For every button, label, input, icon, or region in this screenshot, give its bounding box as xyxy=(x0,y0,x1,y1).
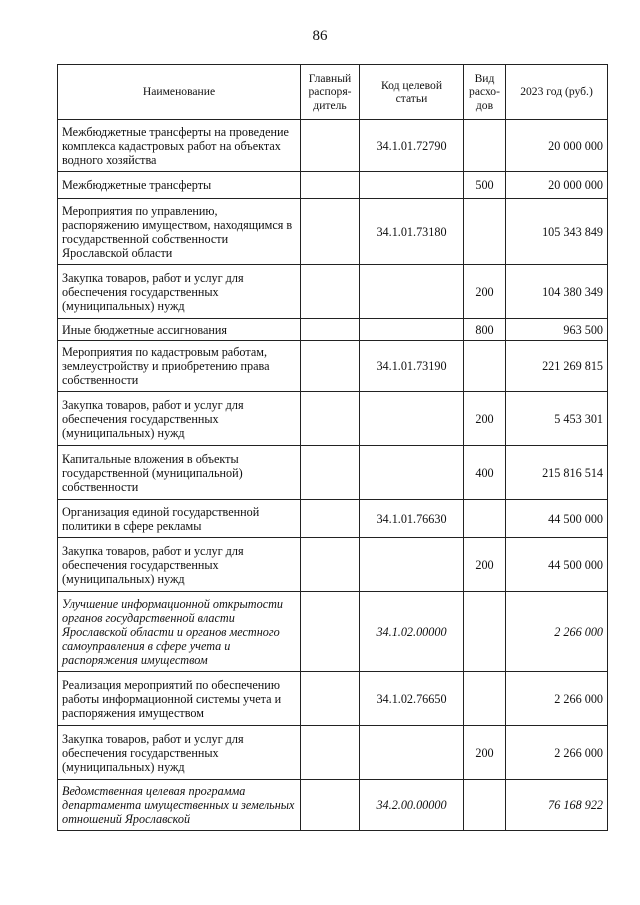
row-admin xyxy=(301,446,360,500)
header-type: Вид расхо-дов xyxy=(464,65,506,120)
row-name: Улучшение информационной открытости органов государственной власти Ярославской области и органов местного самоуправления в сфере учета и распоряжения имуществом xyxy=(58,592,301,672)
row-type: 200 xyxy=(464,392,506,446)
row-type xyxy=(464,500,506,538)
row-code xyxy=(360,538,464,592)
row-amount: 2 266 000 xyxy=(506,726,608,780)
row-code xyxy=(360,446,464,500)
row-code xyxy=(360,265,464,319)
row-amount: 963 500 xyxy=(506,319,608,341)
row-name: Капитальные вложения в объекты государственной (муниципальной) собственности xyxy=(58,446,301,500)
table-row xyxy=(58,319,608,341)
row-code: 34.1.02.00000 xyxy=(360,592,464,672)
row-admin xyxy=(301,341,360,392)
header-amount: 2023 год (руб.) xyxy=(506,65,608,120)
row-code: 34.1.01.72790 xyxy=(360,120,464,172)
row-admin xyxy=(301,592,360,672)
row-type xyxy=(464,780,506,831)
row-amount: 2 266 000 xyxy=(506,592,608,672)
row-code xyxy=(360,392,464,446)
table-row xyxy=(58,500,608,538)
row-admin xyxy=(301,319,360,341)
row-code: 34.1.01.73180 xyxy=(360,199,464,265)
row-name: Закупка товаров, работ и услуг для обеспечения государственных (муниципальных) нужд xyxy=(58,538,301,592)
row-name: Ведомственная целевая программа департамента имущественных и земельных отношений Ярославской xyxy=(58,780,301,831)
row-name: Закупка товаров, работ и услуг для обеспечения государственных (муниципальных) нужд xyxy=(58,392,301,446)
table-row xyxy=(58,341,608,392)
row-code: 34.1.02.76650 xyxy=(360,672,464,726)
row-admin xyxy=(301,392,360,446)
table-row xyxy=(58,446,608,500)
row-amount: 104 380 349 xyxy=(506,265,608,319)
row-type: 400 xyxy=(464,446,506,500)
row-code xyxy=(360,319,464,341)
table-row xyxy=(58,780,608,831)
row-amount: 2 266 000 xyxy=(506,672,608,726)
table-row xyxy=(58,172,608,199)
table-row xyxy=(58,120,608,172)
header-code: Код целевой статьи xyxy=(360,65,464,120)
row-amount: 44 500 000 xyxy=(506,500,608,538)
row-code xyxy=(360,726,464,780)
table-row xyxy=(58,392,608,446)
row-code xyxy=(360,172,464,199)
row-type xyxy=(464,592,506,672)
header-name: Наименование xyxy=(58,65,301,120)
row-amount: 20 000 000 xyxy=(506,172,608,199)
row-name: Мероприятия по кадастровым работам, землеустройству и приобретению права собственности xyxy=(58,341,301,392)
row-name: Закупка товаров, работ и услуг для обеспечения государственных (муниципальных) нужд xyxy=(58,726,301,780)
row-code: 34.1.01.76630 xyxy=(360,500,464,538)
header-admin: Главный распоря-дитель xyxy=(301,65,360,120)
row-admin xyxy=(301,538,360,592)
row-admin xyxy=(301,265,360,319)
table-row xyxy=(58,199,608,265)
table-row xyxy=(58,538,608,592)
row-admin xyxy=(301,172,360,199)
table-row xyxy=(58,726,608,780)
row-type: 500 xyxy=(464,172,506,199)
page-number: 86 xyxy=(312,28,328,44)
row-type: 200 xyxy=(464,265,506,319)
row-type xyxy=(464,199,506,265)
row-name: Межбюджетные трансферты на проведение комплекса кадастровых работ на объектах водного хозяйства xyxy=(58,120,301,172)
row-admin xyxy=(301,199,360,265)
row-amount: 105 343 849 xyxy=(506,199,608,265)
row-amount: 215 816 514 xyxy=(506,446,608,500)
row-name: Межбюджетные трансферты xyxy=(58,172,301,199)
row-type: 800 xyxy=(464,319,506,341)
row-admin xyxy=(301,120,360,172)
table-row xyxy=(58,265,608,319)
row-type: 200 xyxy=(464,538,506,592)
row-type xyxy=(464,120,506,172)
row-type xyxy=(464,672,506,726)
row-name: Организация единой государственной политики в сфере рекламы xyxy=(58,500,301,538)
row-code: 34.2.00.00000 xyxy=(360,780,464,831)
row-admin xyxy=(301,780,360,831)
budget-table xyxy=(57,64,608,831)
row-name: Закупка товаров, работ и услуг для обеспечения государственных (муниципальных) нужд xyxy=(58,265,301,319)
row-type xyxy=(464,341,506,392)
table-row xyxy=(58,592,608,672)
row-amount: 76 168 922 xyxy=(506,780,608,831)
table-header-row xyxy=(58,65,608,120)
row-name: Мероприятия по управлению, распоряжению имуществом, находящимся в государственной собственности Ярославской области xyxy=(58,199,301,265)
row-amount: 44 500 000 xyxy=(506,538,608,592)
row-amount: 5 453 301 xyxy=(506,392,608,446)
table-row xyxy=(58,672,608,726)
row-name: Реализация мероприятий по обеспечению работы информационной системы учета и распоряжения имуществом xyxy=(58,672,301,726)
row-admin xyxy=(301,672,360,726)
row-admin xyxy=(301,500,360,538)
row-type: 200 xyxy=(464,726,506,780)
row-amount: 20 000 000 xyxy=(506,120,608,172)
row-amount: 221 269 815 xyxy=(506,341,608,392)
row-code: 34.1.01.73190 xyxy=(360,341,464,392)
row-name: Иные бюджетные ассигнования xyxy=(58,319,301,341)
row-admin xyxy=(301,726,360,780)
